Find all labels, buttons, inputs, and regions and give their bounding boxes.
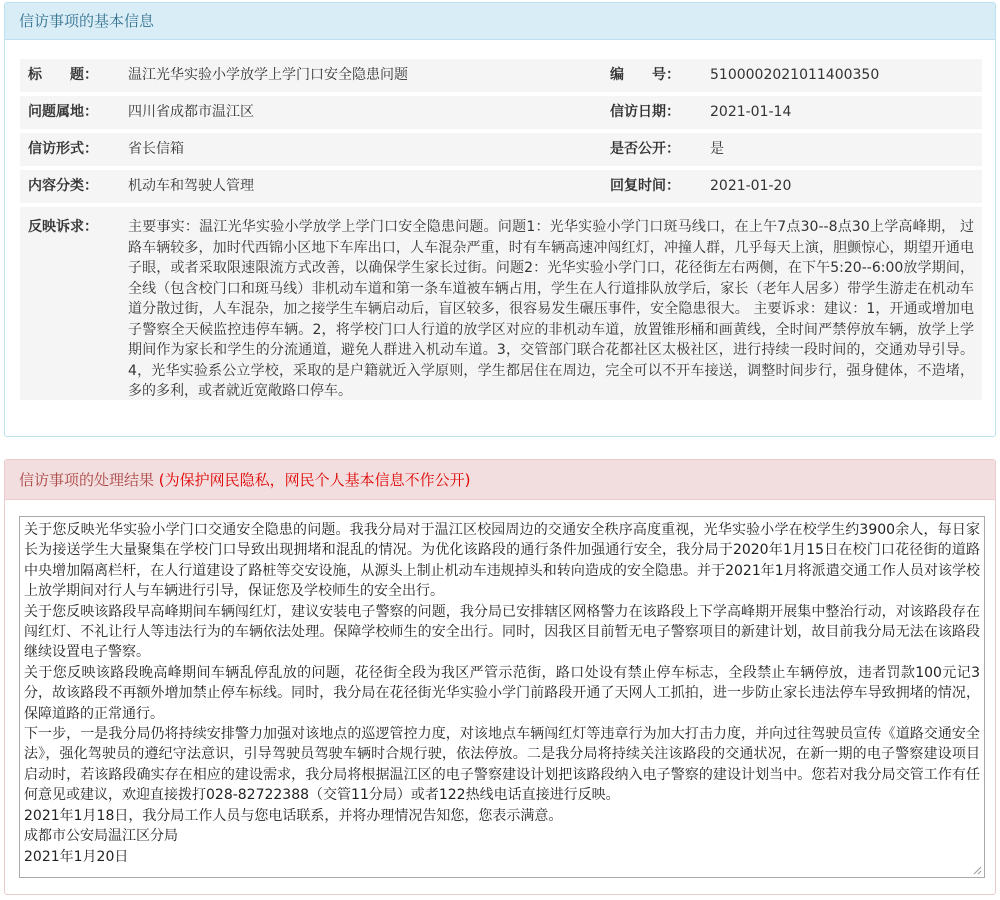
reply-value: 2021-01-20 — [710, 178, 792, 194]
title-value: 温江光华实验小学放学上学门口安全隐患问题 — [128, 67, 408, 83]
result-paragraph: 关于您反映该路段晚高峰期间车辆乱停乱放的问题，花径街全段为我区严管示范街，路口处设有禁止停车标志，全段禁止车辆停放，违者罚款100元记3分，故该路段不再额外增加禁止停车标线。同时，我分局在花径街光华实验小学门前路段开通了天网人工抓拍，进一步防止家长违法停车导致拥堵的情况，保障道路的正常通行。 — [24, 664, 980, 722]
result-paragraph: 下一步，一是我分局仍将持续安排警力加强对该地点的巡逻管控力度，对该地点车辆闯红灯等违章行为加大打击力度，并向过往驾驶员宣传《道路交通安全法》，强化驾驶员的遵纪守法意识，引导驾驶员驾驶车辆时合规行驶，依法停放。二是我分局将持续关注该路段的交通状况，在新一期的电子警察建设项目启动时，若该路段确实存在相应的建设需求，我分局将根据温江区的电子警察建设计划把该路段纳入电子警察的建设计划当中。您若对我分局交管工作有任何意见或建议，欢迎直接拨打028-82722388（交管11分局）或者122热线电话直接进行反映。 — [24, 726, 980, 804]
form-label: 信访形式： — [28, 141, 98, 157]
location-label: 问题属地： — [28, 104, 98, 120]
info-row-category — [20, 170, 982, 203]
date-label: 信访日期： — [610, 104, 680, 120]
number-value: 5100002021011400350 — [710, 67, 880, 83]
info-row-title — [20, 59, 982, 92]
public-value: 是 — [710, 141, 724, 157]
info-row-location — [20, 96, 982, 129]
basic-info-panel — [4, 2, 996, 437]
info-row-form — [20, 133, 982, 166]
result-signature: 成都市公安局温江区分局 — [24, 828, 178, 845]
number-label: 编 号： — [610, 67, 680, 83]
complaint-value: 主要事实：温江光华实验小学放学上学门口安全隐患问题。问题1：光华实验小学门口斑马线口，在上午7点30--8点30上学高峰期， 过路车辆较多，加时代西锦小区地下车库出口，人车混杂严重，时有车辆高速冲闯红灯，冲撞人群，几乎每天上演，胆颤惊心，期望开通电子眼，或者采取限速限流方式改善，以确保学生家长过街。问题2：光华实验小学门口，花径街左右两侧，在下午5:20--6:00放学期间，全线（包含校门口和斑马线）非机动车道和第一条车道被车辆占用，学生在人行道排队放学后，家长（老年人居多）带学生游走在机动车道分散过街，人车混杂，加之接学生车辆启动后，盲区较多，很容易发生碾压事件，安全隐患很大。 主要诉求：建议：1，开通或增加电子警察全天候监控违停车辆。2，将学校门口人行道的放学区对应的非机动车道，放置锥形桶和画黄线，全时间严禁停放车辆，放学上学期间作为家长和学生的分流通道，避免人群进入机动车道。3，交管部门联合花都社区太极社区，进行持续一段时间的，交通劝导引导。4，光华实验系公立学校，采取的是户籍就近入学原则，学生都居住在周边，完全可以不开车接送，调整时间步行，强身健体，不造堵，多的多利，或者就近宽敞路口停车。 — [128, 219, 974, 399]
result-panel — [4, 459, 996, 895]
basic-info-heading: 信访事项的基本信息 — [5, 3, 995, 40]
info-row-complaint — [20, 207, 982, 400]
result-paragraph: 关于您反映光华实验小学门口交通安全隐患的问题。我我分局对于温江区校园周边的交通安全秩序高度重视，光华实验小学在校学生约3900余人，每日家长为接送学生大量聚集在学校门口导致出现拥堵和混乱的情况。为优化该路段的通行条件加强通行安全，我分局于2020年1月15日在校门口花径街的道路中央增加隔离栏杆，在人行道建设了路桩等交安设施，从源头上制止机动车违规掉头和转向造成的安全隐患。并于2021年1月将派遣交通工作人员对该学校上放学期间对行人与车辆进行引导，保证您及学校师生的安全出行。 — [24, 522, 980, 600]
privacy-notice: (为保护网民隐私，网民个人基本信息不作公开) — [158, 471, 471, 489]
result-textarea[interactable] — [19, 516, 985, 878]
date-value: 2021-01-14 — [710, 104, 792, 120]
location-value: 四川省成都市温江区 — [128, 104, 254, 120]
resize-grip-icon[interactable] — [972, 865, 982, 875]
form-value: 省长信箱 — [128, 141, 184, 157]
result-paragraph: 关于您反映该路段早高峰期间车辆闯红灯，建议安装电子警察的问题，我分局已安排辖区网格警力在该路段上下学高峰期开展集中整治行动，对该路段存在闯红灯、不礼让行人等违法行为的车辆依法处理。保障学校师生的安全出行。同时，因我区目前暂无电子警察项目的新建计划，故目前我分局无法在该路段继续设置电子警察。 — [24, 603, 980, 661]
title-label: 标 题： — [28, 67, 98, 83]
complaint-label: 反映诉求： — [28, 219, 98, 235]
category-value: 机动车和驾驶人管理 — [128, 178, 254, 194]
result-heading-title: 信访事项的处理结果 — [19, 471, 155, 489]
result-paragraph: 2021年1月18日，我分局工作人员与您电话联系，并将办理情况告知您，您表示满意。 — [24, 807, 563, 824]
public-label: 是否公开： — [610, 141, 680, 157]
result-date: 2021年1月20日 — [24, 848, 129, 865]
category-label: 内容分类： — [28, 178, 98, 194]
result-heading — [5, 460, 995, 500]
reply-label: 回复时间： — [610, 178, 680, 194]
